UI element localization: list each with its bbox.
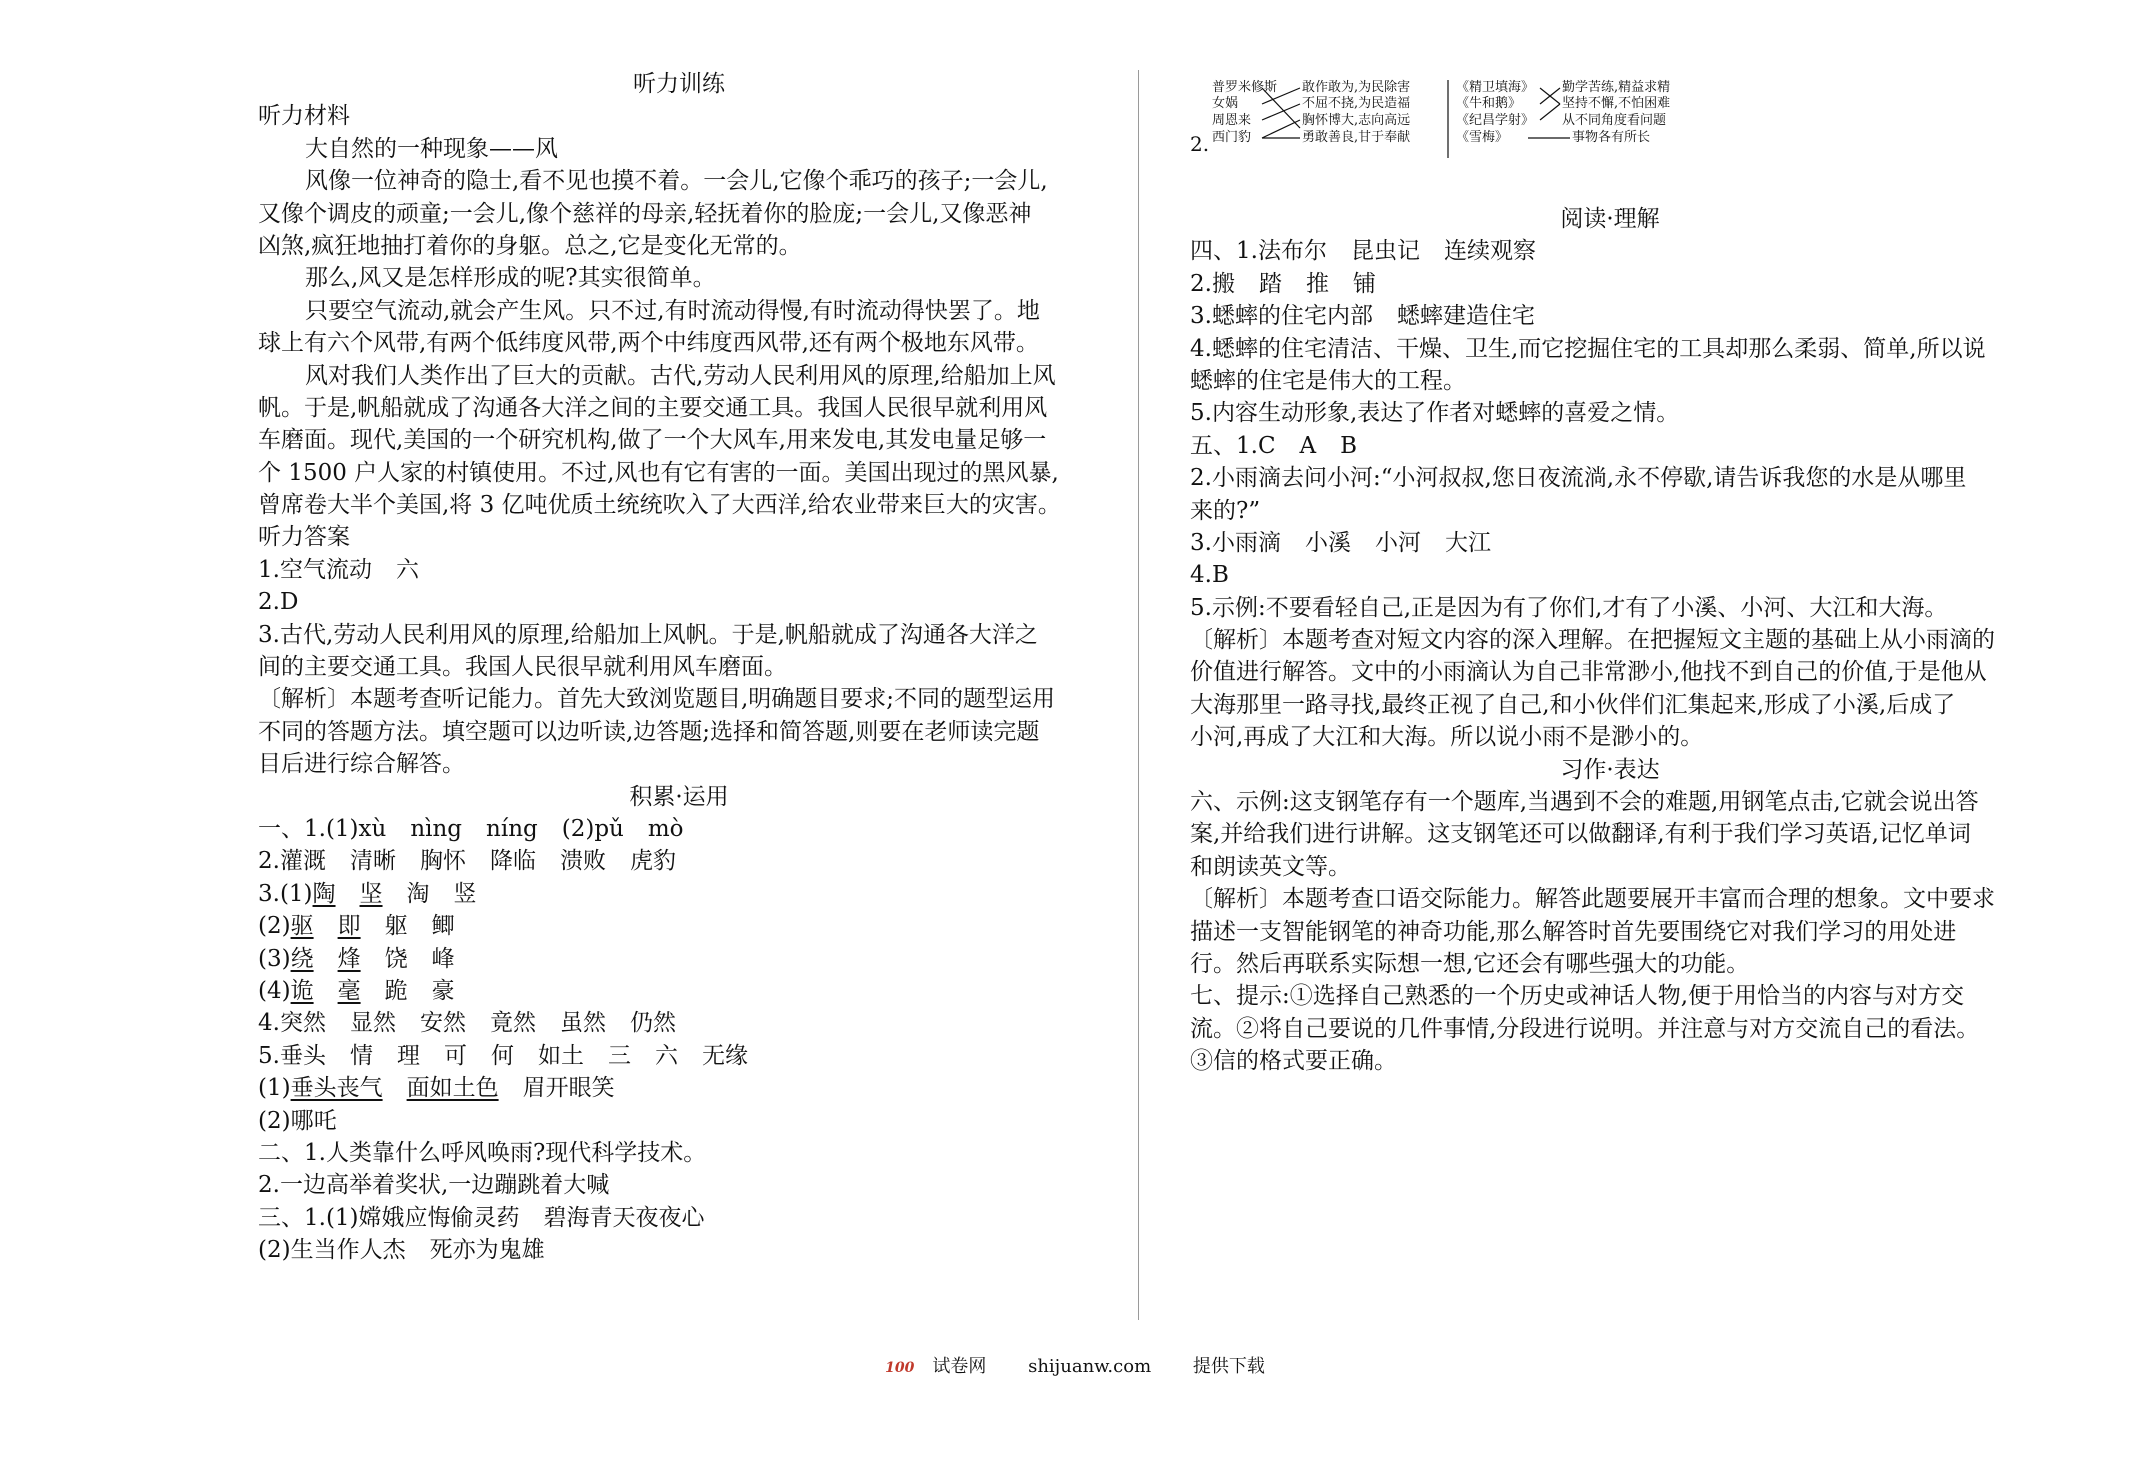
passage-title: 大自然的一种现象——风 bbox=[305, 135, 558, 162]
match-name: 西门豹 bbox=[1212, 130, 1252, 145]
match-trait: 敢作敢为,为民除害 bbox=[1302, 80, 1411, 95]
passage-line: 凶煞,疯狂地抽打着你的身躯。总之,它是变化无常的。 bbox=[258, 232, 802, 259]
answer-line: 5.内容生动形象,表达了作者对蟋蟀的喜爱之情。 bbox=[1190, 400, 1680, 427]
match-trait: 不屈不挠,为民造福 bbox=[1302, 96, 1411, 111]
match-moral: 事物各有所长 bbox=[1572, 130, 1651, 145]
passage-line: 帆。于是,帆船就成了沟通各大洋之间的主要交通工具。我国人民很早就利用风 bbox=[258, 394, 1048, 421]
answer-line: 和朗读英文等。 bbox=[1190, 853, 1351, 880]
right-column bbox=[1190, 203, 2030, 1078]
match-name: 周恩来 bbox=[1212, 113, 1252, 128]
analysis-line: 行。然后再联系实际想一想,它还会有哪些强大的功能。 bbox=[1190, 950, 1750, 977]
match-work: 《牛和鹅》 bbox=[1456, 96, 1522, 111]
analysis-line: 大海那里一路寻找,最终正视了自己,和小伙伴们汇集起来,形成了小溪,后成了 bbox=[1190, 691, 1956, 718]
question-number: 2. bbox=[1190, 132, 1210, 156]
answer-line: (2)生当作人杰 死亦为鬼雄 bbox=[258, 1237, 545, 1264]
analysis-line: 目后进行综合解答。 bbox=[258, 751, 465, 778]
answer-line: 2.D bbox=[258, 589, 299, 616]
answer-line: 三、1.(1)嫦娥应悔偷灵药 碧海青天夜夜心 bbox=[258, 1204, 705, 1231]
matching-diagram bbox=[1190, 80, 1710, 162]
answer-line: 七、提示:①选择自己熟悉的一个历史或神话人物,便于用恰当的内容与对方交 bbox=[1190, 983, 1965, 1010]
answer-line: 4.突然 显然 安然 竟然 虽然 仍然 bbox=[258, 1010, 676, 1037]
answer-line: 3.小雨滴 小溪 小河 大江 bbox=[1190, 529, 1491, 556]
match-moral: 坚持不懈,不怕困难 bbox=[1562, 96, 1671, 111]
answer-line: 5.垂头 情 理 可 何 如土 三 六 无缘 bbox=[258, 1042, 748, 1069]
analysis-line: 不同的答题方法。填空题可以边听读,边答题;选择和简答题,则要在老师读完题 bbox=[258, 718, 1040, 745]
answer-line: 六、示例:这支钢笔存有一个题库,当遇到不会的难题,用钢笔点击,它就会说出答 bbox=[1190, 789, 1979, 816]
analysis-line: 〔解析〕本题考查对短文内容的深入理解。在把握短文主题的基础上从小雨滴的 bbox=[1190, 627, 1995, 654]
passage-line: 曾席卷大半个美国,将 3 亿吨优质土统统吹入了大西洋,给农业带来巨大的灾害。 bbox=[258, 492, 1061, 519]
passage-line: 只要空气流动,就会产生风。只不过,有时流动得慢,有时流动得快罢了。地 bbox=[305, 297, 1040, 324]
material-heading: 听力材料 bbox=[258, 103, 350, 130]
answer-line: 来的?” bbox=[1190, 497, 1261, 524]
answer-line: (4)诡 毫 跪 豪 bbox=[258, 977, 455, 1004]
answer-line: 4.蟋蟀的住宅清洁、干燥、卫生,而它挖掘住宅的工具却那么柔弱、简单,所以说 bbox=[1190, 335, 1986, 362]
analysis-line: 价值进行解答。文中的小雨滴认为自己非常渺小,他找不到自己的价值,于是他从 bbox=[1190, 659, 1987, 686]
answer-line: 5.示例:不要看轻自己,正是因为有了你们,才有了小溪、小河、大江和大海。 bbox=[1190, 594, 1948, 621]
answer-line: 蟋蟀的住宅是伟大的工程。 bbox=[1190, 367, 1466, 394]
match-trait: 勇敢善良,甘于奉献 bbox=[1302, 130, 1411, 145]
match-trait: 胸怀博大,志向高远 bbox=[1302, 113, 1411, 128]
answer-line: 二、1.人类靠什么呼风唤雨?现代科学技术。 bbox=[258, 1139, 707, 1166]
passage-line: 车磨面。现代,美国的一个研究机构,做了一个大风车,用来发电,其发电量足够一 bbox=[258, 427, 1047, 454]
analysis-line: 小河,再成了大江和大海。所以说小雨不是渺小的。 bbox=[1190, 724, 1704, 751]
logo-mark: 100 bbox=[885, 1360, 915, 1376]
answer-line: 3.古代,劳动人民利用风的原理,给船加上风帆。于是,帆船就成了沟通各大洋之 bbox=[258, 621, 1038, 648]
passage-line: 个 1500 户人家的村镇使用。不过,风也有它有害的一面。美国出现过的黑风暴, bbox=[258, 459, 1059, 486]
answer-line: (1)垂头丧气 面如土色 眉开眼笑 bbox=[258, 1075, 615, 1102]
section-title-listening: 听力训练 bbox=[633, 71, 725, 97]
answer-line: 案,并给我们进行讲解。这支钢笔还可以做翻译,有利于我们学习英语,记忆单词 bbox=[1190, 821, 1971, 848]
match-name: 女娲 bbox=[1212, 96, 1239, 111]
answer-line: 四、1.法布尔 昆虫记 连续观察 bbox=[1190, 238, 1536, 265]
answer-line: ③信的格式要正确。 bbox=[1190, 1048, 1397, 1075]
passage-line: 又像个调皮的顽童;一会儿,像个慈祥的母亲,轻抚着你的脸庞;一会儿,又像恶神 bbox=[258, 200, 1032, 227]
answer-line: 2.一边高举着奖状,一边蹦跳着大喊 bbox=[258, 1172, 610, 1199]
answer-line: 3.蟋蟀的住宅内部 蟋蟀建造住宅 bbox=[1190, 303, 1535, 330]
answer-heading: 听力答案 bbox=[258, 524, 350, 551]
section-title-accumulation: 积累·运用 bbox=[629, 783, 729, 810]
answer-line: 2.小雨滴去问小河:“小河叔叔,您日夜流淌,永不停歇,请告诉我您的水是从哪里 bbox=[1190, 465, 1967, 492]
analysis-line: 〔解析〕本题考查口语交际能力。解答此题要展开丰富而合理的想象。文中要求 bbox=[1190, 886, 1995, 913]
answer-line: (2)哪吒 bbox=[258, 1107, 337, 1134]
analysis-line: 〔解析〕本题考查听记能力。首先大致浏览题目,明确题目要求;不同的题型运用 bbox=[258, 686, 1056, 713]
analysis-line: 描述一支智能钢笔的神奇功能,那么解答时首先要围绕它对我们学习的用处进 bbox=[1190, 918, 1957, 945]
match-moral: 勤学苦练,精益求精 bbox=[1562, 80, 1671, 95]
answer-line: 间的主要交通工具。我国人民很早就利用风车磨面。 bbox=[258, 654, 787, 681]
site-domain: shijuanw.com bbox=[1028, 1356, 1152, 1377]
footer-note: 提供下载 bbox=[1192, 1356, 1265, 1377]
answer-line: 五、1.C A B bbox=[1190, 432, 1358, 459]
answer-line: (2)驱 即 躯 鲫 bbox=[258, 913, 455, 940]
answer-line: 一、1.(1)xù nìng níng (2)pǔ mò bbox=[258, 815, 684, 842]
answer-line: 1.空气流动 六 bbox=[258, 556, 419, 583]
section-title-reading: 阅读·理解 bbox=[1560, 206, 1660, 232]
site-logo bbox=[867, 1356, 986, 1377]
passage-line: 那么,风又是怎样形成的呢?其实很简单。 bbox=[305, 265, 716, 292]
footer bbox=[0, 1352, 2132, 1378]
match-name: 普罗米修斯 bbox=[1212, 80, 1278, 95]
column-divider bbox=[1138, 70, 1139, 1320]
answer-line: 3.(1)陶 坚 淘 竖 bbox=[258, 880, 477, 907]
left-column bbox=[258, 68, 1100, 1266]
section-title-writing: 习作·表达 bbox=[1560, 756, 1660, 783]
answer-line: 2.灌溉 清晰 胸怀 降临 溃败 虎豹 bbox=[258, 848, 676, 875]
answer-line: (3)绕 烽 饶 峰 bbox=[258, 945, 455, 972]
passage-line: 风对我们人类作出了巨大的贡献。古代,劳动人民利用风的原理,给船加上风 bbox=[305, 362, 1056, 389]
passage-line: 球上有六个风带,有两个低纬度风带,两个中纬度西风带,还有两个极地东风带。 bbox=[258, 330, 1039, 357]
match-work: 《纪昌学射》 bbox=[1456, 113, 1535, 128]
match-moral: 从不同角度看问题 bbox=[1562, 113, 1667, 128]
match-work: 《雪梅》 bbox=[1456, 130, 1509, 145]
answer-line: 2.搬 踏 推 铺 bbox=[1190, 270, 1376, 297]
passage-line: 风像一位神奇的隐士,看不见也摸不着。一会儿,它像个乖巧的孩子;一会儿, bbox=[305, 168, 1048, 195]
site-name: 试卷网 bbox=[932, 1356, 987, 1377]
answer-line: 流。②将自己要说的几件事情,分段进行说明。并注意与对方交流自己的看法。 bbox=[1190, 1015, 1980, 1042]
answer-line: 4.B bbox=[1190, 562, 1229, 589]
match-work: 《精卫填海》 bbox=[1456, 80, 1535, 95]
